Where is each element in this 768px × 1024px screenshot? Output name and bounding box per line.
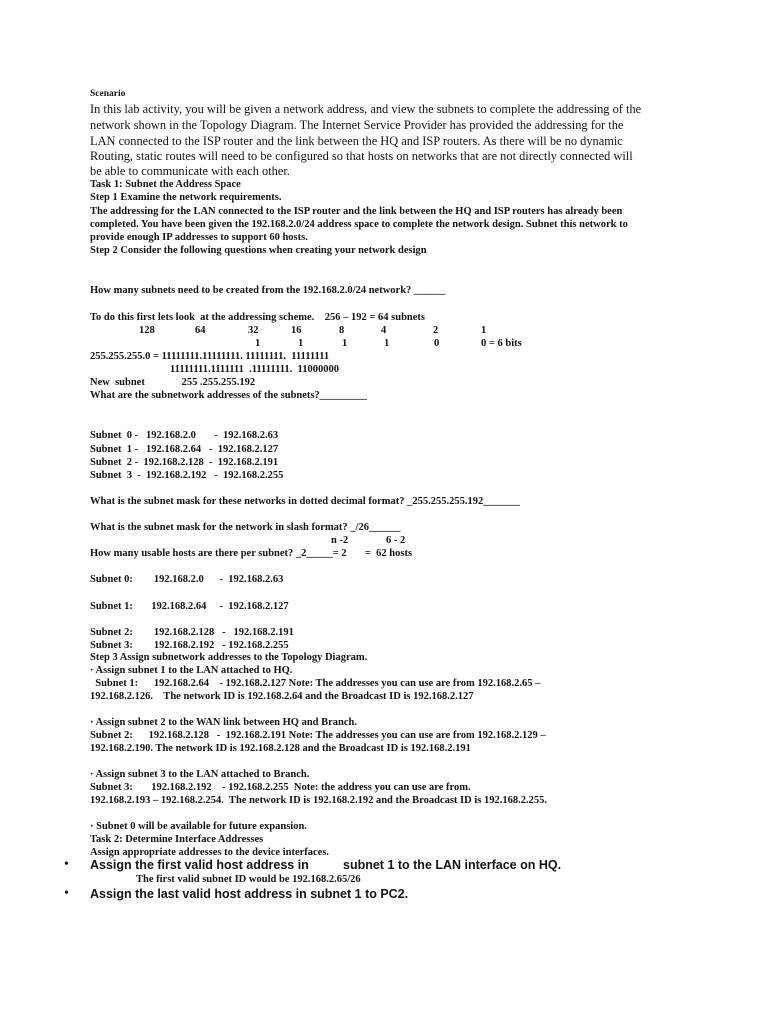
task1-title: Task 1: Subnet the Address Space — [90, 179, 241, 190]
task2-intro: Assign appropriate addresses to the device interfaces. — [90, 847, 330, 858]
subnet-range: Subnet 1 - 192.168.2.64 - 192.168.2.127 — [90, 444, 279, 455]
assign-detail: Subnet 2: 192.168.2.128 - 192.168.2.191 Note: The addresses you can use are from 192.168.2.129 – — [90, 730, 546, 741]
scenario-heading: Scenario — [90, 89, 126, 99]
step2-title: Step 2 Consider the following questions when creating your network design — [90, 245, 427, 256]
scenario-text-line: be able to communicate with each other. — [90, 164, 290, 178]
bit-flag: 0 = 6 bits — [481, 338, 522, 349]
bullet-text: subnet 1 to the LAN interface on HQ. — [343, 858, 562, 872]
bit-value: 128 — [139, 325, 155, 336]
bit-flag: 0 — [434, 338, 440, 349]
mask-binary-line: 255.255.255.0 = 11111111.11111111. 11111111. 11111111 — [90, 351, 330, 362]
assign-detail: Subnet 1: 192.168.2.64 - 192.168.2.127 Note: The addresses you can use are from 192.168.2.65 – — [90, 678, 541, 689]
scenario-text-line: In this lab activity, you will be given a network address, and view the subnets to complete the addressing of the — [90, 102, 642, 116]
subnet-range: Subnet 0 - 192.168.2.0 - 192.168.2.63 — [90, 430, 279, 441]
bit-value: 32 — [248, 325, 259, 336]
bit-flag: 1 — [384, 338, 390, 349]
assign-title: · Assign subnet 2 to the WAN link between HQ and Branch. — [90, 717, 358, 728]
bit-value: 4 — [381, 325, 387, 336]
scenario-text-line: LAN connected to the ISP router and the link between the HQ and ISP routers. As there will be no dynamic — [90, 134, 623, 148]
assign-detail: 192.168.2.190. The network ID is 192.168.2.128 and the Broadcast ID is 192.168.2.191 — [90, 743, 471, 754]
requirements-line: The addressing for the LAN connected to the ISP router and the link between the HQ and ISP routers has already been — [90, 206, 623, 217]
bit-flag: 1 — [342, 338, 348, 349]
question-subnet-count: How many subnets need to be created from the 192.168.2.0/24 network? ______ — [90, 285, 446, 296]
assign-title: · Assign subnet 3 to the LAN attached to Branch. — [90, 769, 310, 780]
question-subnet-addresses: What are the subnetwork addresses of the subnets?_________ — [90, 390, 368, 401]
subnet-list-item: Subnet 1: 192.168.2.64 - 192.168.2.127 — [90, 601, 289, 612]
assign-detail: 192.168.2.126. The network ID is 192.168.2.64 and the Broadcast ID is 192.168.2.127 — [90, 691, 474, 702]
question-hosts: How many usable hosts are there per subnet? _2_____= 2 = 62 hosts — [90, 548, 413, 559]
scenario-text-line: Routing, static routes will need to be configured so that hosts on networks that are not directly connected will — [90, 149, 633, 163]
subnet-list-item: Subnet 3: 192.168.2.192 - 192.168.2.255 — [90, 640, 289, 651]
assign-title: · Subnet 0 will be available for future expansion. — [90, 821, 307, 832]
bit-value: 8 — [339, 325, 345, 336]
task2-title: Task 2: Determine Interface Addresses — [90, 834, 264, 845]
bullet-icon: • — [64, 886, 69, 901]
requirements-line: completed. You have been given the 192.168.2.0/24 address space to complete the network design. Subnet this network to — [90, 219, 628, 230]
subnet-range: Subnet 3 - 192.168.2.192 - 192.168.2.255 — [90, 470, 284, 481]
subnet-range: Subnet 2 - 192.168.2.128 - 192.168.2.191 — [90, 457, 279, 468]
question-mask-dotted: What is the subnet mask for these networks in dotted decimal format? _255.255.255.192_______ — [90, 496, 521, 507]
requirements-line: provide enough IP addresses to support 60 hosts. — [90, 232, 308, 243]
bit-flag: 1 — [298, 338, 304, 349]
step1-title: Step 1 Examine the network requirements. — [90, 192, 282, 203]
bullet-text: Assign the last valid host address in subnet 1 to PC2. — [90, 887, 409, 901]
new-subnet-line: New subnet 255 .255.255.192 — [90, 377, 256, 388]
assign-title: · Assign subnet 1 to the LAN attached to HQ. — [90, 665, 293, 676]
bullet-note: The first valid subnet ID would be 192.168.2.65/26 — [136, 874, 361, 885]
subnet-list-item: Subnet 0: 192.168.2.0 - 192.168.2.63 — [90, 574, 284, 585]
subnet-list-item: Subnet 2: 192.168.2.128 - 192.168.2.191 — [90, 627, 294, 638]
mask-binary-line: 11111111.1111111 .11111111. 11000000 — [170, 364, 339, 375]
assign-detail: Subnet 3: 192.168.2.192 - 192.168.2.255 Note: the address you can use are from. — [90, 782, 471, 793]
bullet-icon: • — [64, 857, 69, 872]
formula-text: n -2 — [331, 535, 349, 546]
bit-value: 1 — [481, 325, 487, 336]
bullet-text: Assign the first valid host address in — [90, 858, 309, 872]
scenario-text-line: network shown in the Topology Diagram. The Internet Service Provider has provided the addressing for the — [90, 118, 624, 132]
step3-title: Step 3 Assign subnetwork addresses to the Topology Diagram. — [90, 652, 368, 663]
bit-value: 16 — [291, 325, 302, 336]
question-mask-slash: What is the subnet mask for the network in slash format? _/26______ — [90, 522, 401, 533]
scheme-intro: To do this first lets look at the addressing scheme. 256 – 192 = 64 subnets — [90, 312, 426, 323]
bit-value: 64 — [195, 325, 206, 336]
bit-value: 2 — [433, 325, 439, 336]
formula-text: 6 - 2 — [386, 535, 406, 546]
bit-flag: 1 — [255, 338, 261, 349]
assign-detail: 192.168.2.193 – 192.168.2.254. The network ID is 192.168.2.192 and the Broadcast ID is 192.168.2.255. — [90, 795, 547, 806]
